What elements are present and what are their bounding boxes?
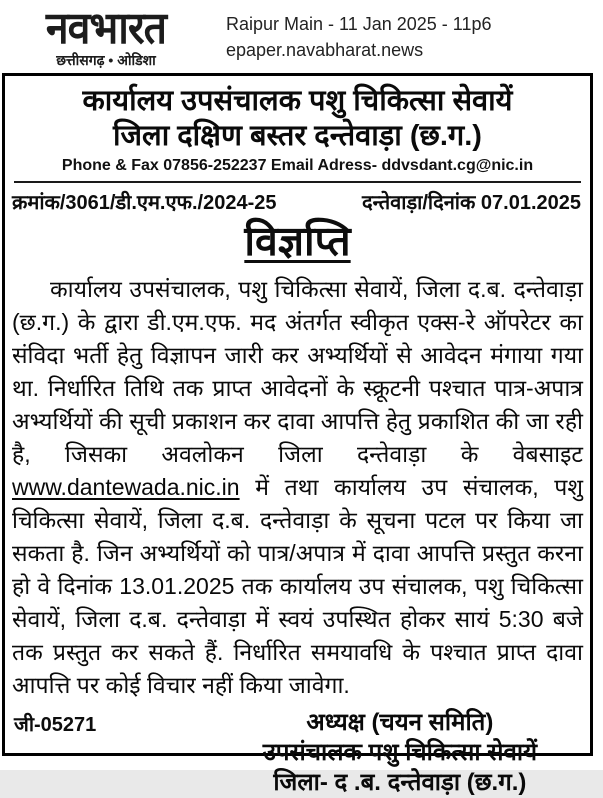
epaper-site-line: epaper.navabharat.news: [226, 40, 424, 60]
notice-body: [12, 273, 583, 702]
org-name-line2: जिला दक्षिण बस्तर दन्तेवाड़ा (छ.ग.): [113, 120, 482, 152]
logo-subtitle: छत्तीसगढ़ • ओडिशा: [56, 52, 156, 68]
body-text-before-url: कार्यालय उपसंचालक, पशु चिकित्सा सेवायें, जिला द.ब. दन्तेवाड़ा (छ.ग.) के द्वारा डी.एम.एफ. मद अंतर्गत स्वीकृत एक्स-रे ऑपरेटर का संविदा भर्ती हेतु विज्ञापन जारी कर अभ्यर्थियों से आवेदन मंगाया गया था. निर्धारित तिथि तक प्राप्त आवेदनों के स्क्रूटनी पश्चात पात्र-अपात्र अभ्यर्थियों की सूची प्रकाशन कर दावा आपत्ति हेतु प्रकाशित की जा रही है, जिसका अवलोकन जिला दन्तेवाड़ा के वेबसाइट: [12, 276, 583, 467]
body-text-after-url: में तथा कार्यालय उप संचालक, पशु चिकित्सा सेवायें, जिला द.ब. दन्तेवाड़ा के सूचना पटल पर किया जा सकता है. जिन अभ्यर्थियों को पात्र/अपात्र में दावा आपत्ति प्रस्तुत करना हो वे दिनांक 13.01.2025 तक कार्यालय उप संचालक, पशु चिकित्सा सेवायें, जिला द.ब. दन्तेवाड़ा में स्वयं उपस्थित होकर सायं 5:30 बजे तक प्रस्तुत कर सकते हैं. निर्धारित समयावधि के पश्चात प्राप्त दावा आपत्ति पर कोई विचार नहीं किया जावेगा.: [12, 474, 583, 698]
place-date: दन्तेवाड़ा/दिनांक 07.01.2025: [361, 192, 581, 214]
logo-title: नवभारत: [45, 1, 167, 54]
signatory-designation: उपसंचालक पशु चिकित्सा सेवायें: [262, 739, 537, 766]
ref-number: क्रमांक/3061/डी.एम.एफ./2024-25: [12, 192, 277, 214]
signatory-district: जिला- द .ब. दन्तेवाड़ा (छ.ग.): [273, 769, 527, 796]
header-divider: [14, 181, 581, 183]
edition-line: Raipur Main - 11 Jan 2025 - 11p6: [226, 14, 492, 34]
signatory-title: अध्यक्ष (चयन समिति): [306, 709, 494, 736]
notice-box: [2, 73, 593, 796]
signature-block: [263, 708, 537, 798]
ad-code: जी-05271: [14, 714, 97, 736]
edition-info: [226, 4, 492, 63]
reference-row: [12, 190, 583, 216]
notice-title-text: विज्ञप्ति: [244, 218, 351, 264]
notice-title: [12, 218, 583, 264]
contact-line: Phone & Fax 07856-252237 Email Adress- ddvsdant.cg@nic.in: [61, 157, 534, 174]
website-url: www.dantewada.nic.in: [12, 474, 240, 500]
navbharat-logo: [8, 1, 204, 70]
masthead: [0, 0, 603, 72]
org-name-line1: कार्यालय उपसंचालक पशु चिकित्सा सेवायें: [82, 85, 513, 117]
